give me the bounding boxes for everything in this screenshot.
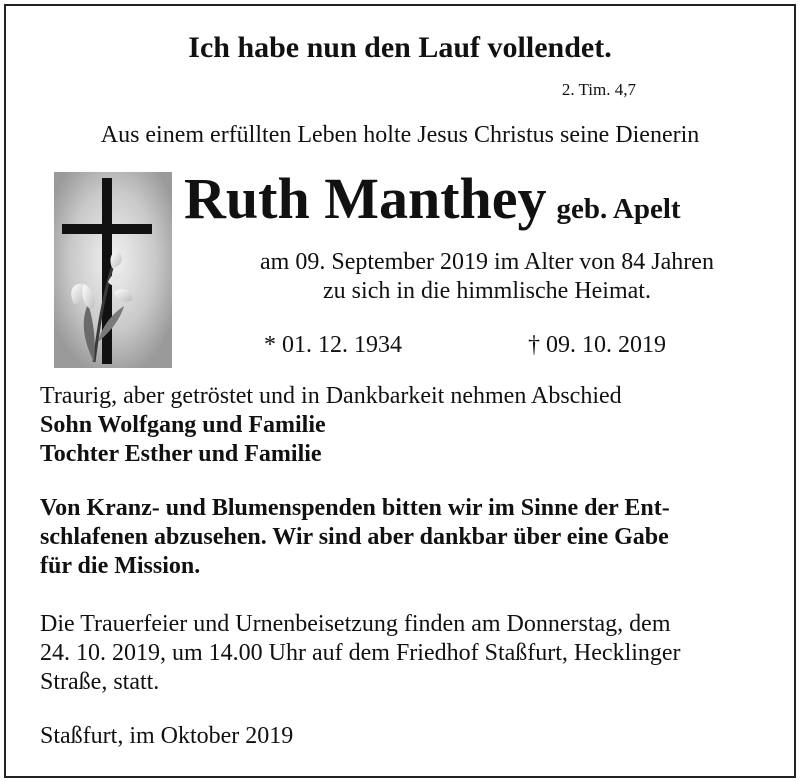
death-info	[182, 248, 792, 306]
cross-lily-icon	[54, 172, 172, 368]
service-line: Straße, statt.	[40, 669, 160, 695]
request-line: schlafenen abzusehen. Wir sind aber dankbar über eine Gabe	[40, 524, 669, 550]
donation-request	[40, 494, 780, 581]
request-line: Von Kranz- und Blumenspenden bitten wir im Sinne der Ent-	[40, 495, 670, 521]
mourner-son: Sohn Wolfgang und Familie	[40, 412, 326, 438]
deceased-name-line	[184, 164, 681, 244]
request-line: für die Mission.	[40, 553, 201, 579]
mourners-block	[40, 382, 780, 469]
obituary-frame	[4, 4, 796, 778]
deceased-name: Ruth Manthey	[184, 166, 547, 231]
service-info	[40, 610, 780, 697]
motto-heading: Ich habe nun den Lauf vollendet.	[188, 31, 612, 64]
birth-date: * 01. 12. 1934	[264, 332, 402, 358]
service-line: 24. 10. 2019, um 14.00 Uhr auf dem Friedhof Staßfurt, Hecklinger	[40, 640, 681, 666]
cross-lily-graphic	[54, 172, 172, 368]
maiden-name: geb. Apelt	[556, 193, 681, 225]
place-date-closing: Staßfurt, im Oktober 2019	[40, 723, 294, 749]
mourner-daughter: Tochter Esther und Familie	[40, 441, 322, 467]
mourners-intro: Traurig, aber getröstet und in Dankbarkeit nehmen Abschied	[40, 383, 622, 409]
death-date: † 09. 10. 2019	[528, 332, 666, 358]
death-info-line: zu sich in die himmlische Heimat.	[323, 278, 651, 304]
death-info-line: am 09. September 2019 im Alter von 84 Jahren	[260, 249, 714, 275]
bible-reference: 2. Tim. 4,7	[561, 80, 636, 99]
intro-text: Aus einem erfüllten Leben holte Jesus Christus seine Dienerin	[100, 122, 700, 148]
service-line: Die Trauerfeier und Urnenbeisetzung finden am Donnerstag, dem	[40, 611, 671, 637]
